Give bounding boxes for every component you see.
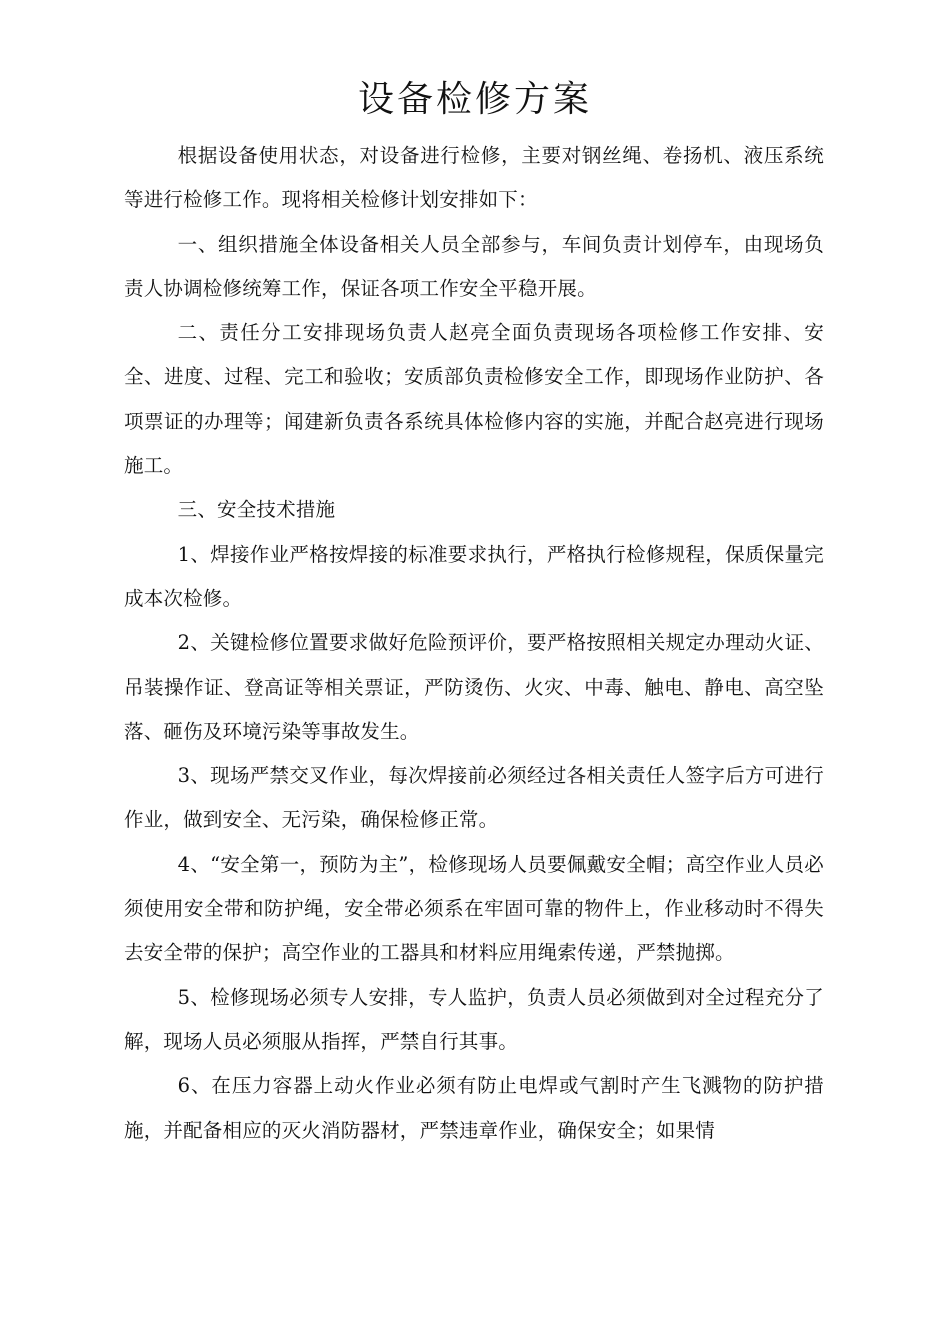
paragraph-item-4: 4、“安全第一，预防为主”，检修现场人员要佩戴安全帽；高空作业人员必须使用安全带和防护绳，安全带必须系在牢固可靠的物件上，作业移动时不得失去安全带的保护；高空作业的工器具和材料应用绳索传递，严禁抛掷。 xyxy=(124,852,824,965)
paragraph-item-3: 3、现场严禁交叉作业，每次焊接前必须经过各相关责任人签字后方可进行作业，做到安全、无污染，确保检修正常。 xyxy=(124,764,824,832)
section-heading-safety-measures: 三、安全技术措施 xyxy=(177,498,336,522)
paragraph-item-6: 6、在压力容器上动火作业必须有防止电焊或气割时产生飞溅物的防护措施，并配备相应的灭火消防器材，严禁违章作业，确保安全；如果情 xyxy=(124,1074,824,1142)
document-body xyxy=(124,134,824,1153)
paragraph-item-1: 1、焊接作业严格按焊接的标准要求执行，严格执行检修规程，保质保量完成本次检修。 xyxy=(124,542,824,610)
paragraph-organization-measures: 一、组织措施全体设备相关人员全部参与，车间负责计划停车，由现场负责人协调检修统筹工作，保证各项工作安全平稳开展。 xyxy=(124,232,824,300)
document-title: 设备检修方案 xyxy=(357,79,592,120)
paragraph-item-5: 5、检修现场必须专人安排，专人监护，负责人员必须做到对全过程充分了解，现场人员必须服从指挥，严禁自行其事。 xyxy=(124,985,824,1053)
paragraph-intro: 根据设备使用状态，对设备进行检修，主要对钢丝绳、卷扬机、液压系统等进行检修工作。现将相关检修计划安排如下： xyxy=(124,144,824,212)
paragraph-responsibility-division: 二、责任分工安排现场负责人赵亮全面负责现场各项检修工作安排、安全、进度、过程、完工和验收；安质部负责检修安全工作，即现场作业防护、各项票证的办理等；闻建新负责各系统具体检修内容的实施，并配合赵亮进行现场施工。 xyxy=(124,321,824,478)
paragraph-item-2: 2、关键检修位置要求做好危险预评价，要严格按照相关规定办理动火证、吊装操作证、登高证等相关票证，严防烫伤、火灾、中毒、触电、静电、高空坠落、砸伤及环境污染等事故发生。 xyxy=(124,631,824,743)
